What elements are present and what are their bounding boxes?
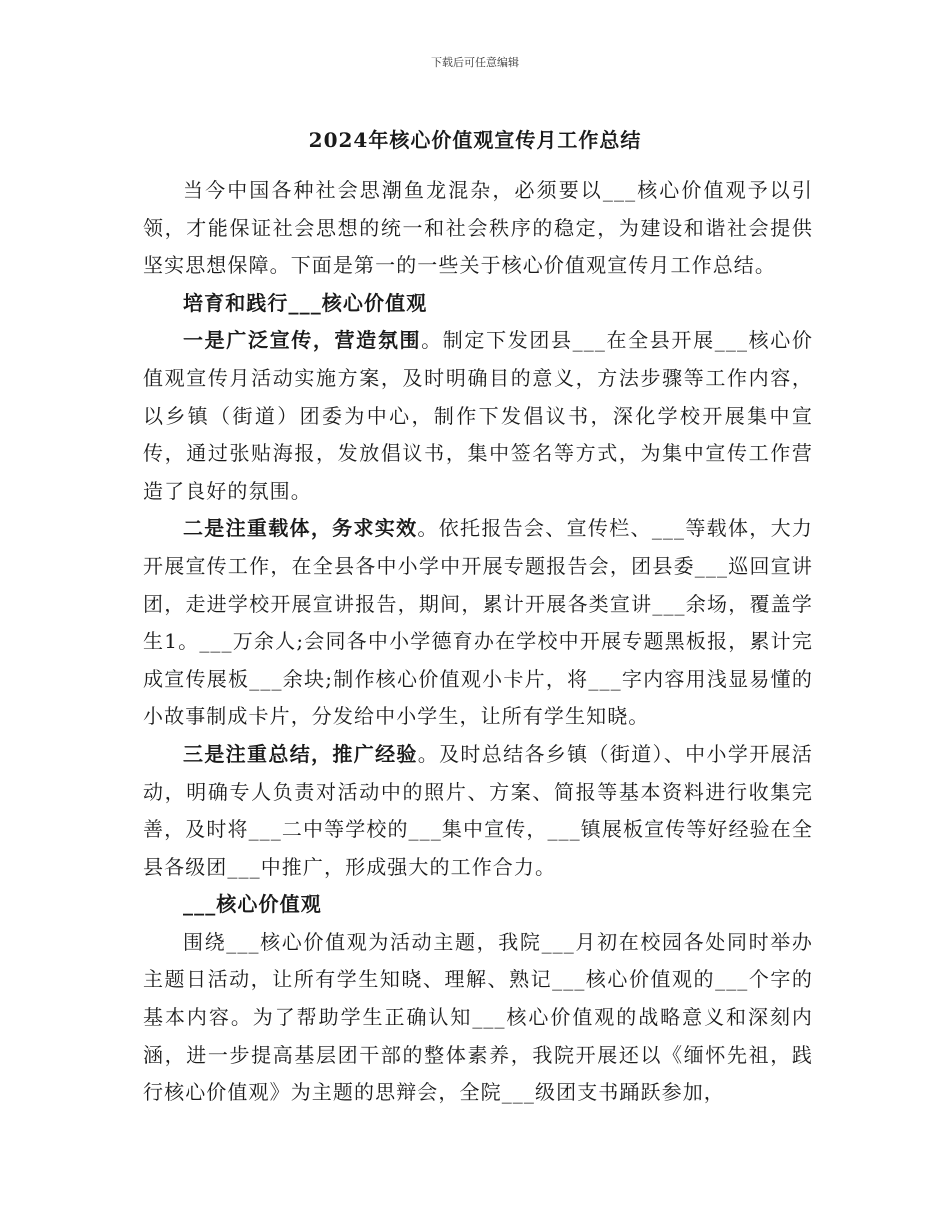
paragraph-lead: 一是广泛宣传，营造氛围 <box>183 328 422 353</box>
page-title: 2024年核心价值观宣传月工作总结 <box>308 128 642 152</box>
paragraph-text: 。依托报告会、宣传栏、___等载体，大力开展宣传工作，在全县各中小学中开展专题报告会，团县委___巡回宣讲团，走进学校开展宣讲报告，期间，累计开展各类宣讲___余场，覆盖学生1。___万余人;会同各中小学德育办在学校中开展专题黑板报，累计完成宣传展板___余块;制作核心价值观小卡片，将___字内容用浅显易懂的小故事制成卡片，分发给中小学生，让所有学生知晓。 <box>143 516 813 729</box>
document-body <box>143 172 813 1112</box>
section-heading-1: 培育和践行___核心价值观 <box>183 290 428 315</box>
paragraph-text: 。制定下发团县___在全县开展___核心价值观宣传月活动实施方案，及时明确目的意义，方法步骤等工作内容，以乡镇（街道）团委为中心，制作下发倡议书，深化学校开展集中宣传，通过张贴海报，发放倡议书，集中签名等方式，为集中宣传工作营造了良好的氛围。 <box>143 328 813 503</box>
section-heading-2: ___核心价值观 <box>183 892 322 917</box>
header-note: 下载后可任意编辑 <box>431 56 519 69</box>
section2-paragraph: 围绕___核心价值观为活动主题，我院___月初在校园各处同时举办主题日活动，让所有学生知晓、理解、熟记___核心价值观的___个字的基本内容。为了帮助学生正确认知___核心价值观的战略意义和深刻内涵，进一步提高基层团干部的整体素养，我院开展还以《缅怀先祖，践行核心价值观》为主题的思辩会，全院___级团支书踊跃参加， <box>143 929 813 1105</box>
paragraph-item-1 <box>143 322 813 510</box>
paragraph-item-2 <box>143 510 813 736</box>
intro-paragraph: 当今中国各种社会思潮鱼龙混杂，必须要以___核心价值观予以引领，才能保证社会思想的统一和社会秩序的稳定，为建设和谐社会提供坚实思想保障。下面是第一的一些关于核心价值观宣传月工作总结。 <box>143 178 813 278</box>
paragraph-lead: 二是注重载体，务求实效 <box>183 516 418 541</box>
paragraph-text: 。及时总结各乡镇（街道）、中小学开展活动，明确专人负责对活动中的照片、方案、简报等基本资料进行收集完善，及时将___二中等学校的___集中宣传，___镇展板宣传等好经验在全县各级团___中推广，形成强大的工作合力。 <box>143 741 813 879</box>
paragraph-lead: 三是注重总结，推广经验 <box>183 741 418 766</box>
paragraph-item-3 <box>143 736 813 886</box>
